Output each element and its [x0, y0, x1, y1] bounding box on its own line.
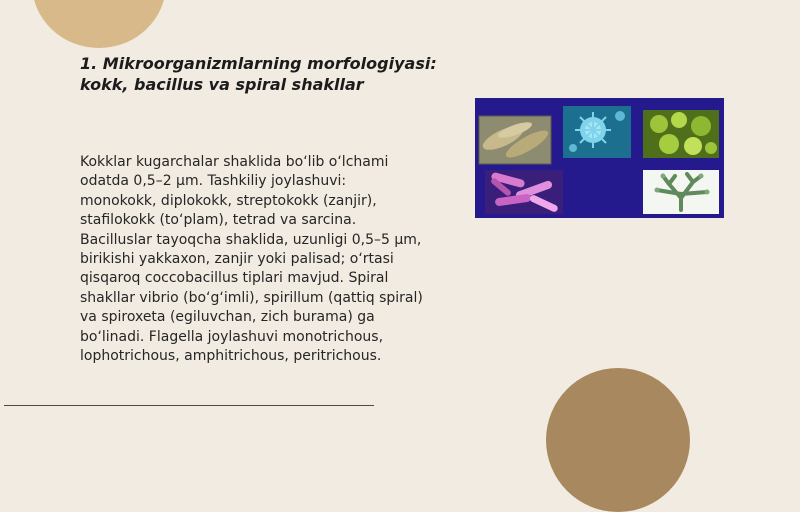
microorganism-collage-image [475, 98, 724, 218]
rods-purple-icon [485, 170, 563, 214]
coral-green-icon [643, 170, 719, 214]
virus-blue-icon [563, 106, 631, 158]
cocci-green-icon [643, 110, 719, 158]
decorative-circle-top [32, 0, 166, 48]
slide-body-text: Kokklar kugarchalar shaklida bo‘lib o‘lchami odatda 0,5–2 µm. Tashkiliy joylashuvi: monokokk, diplokokk, streptokokk (zanjir), stafilokokk (to‘plam), tetrad va sarcina. Bacilluslar tayoqcha shaklida, uzunligi 0,5–5 µm, birikishi yakkaxon, zanjir yoki palisad; o‘rtasi qisqaroq coccobacillus tiplari mavjud. Spiral shakllar vibrio (bo‘g‘imli), spirillum (qattiq spiral) va spiroxeta (egiluvchan, zich burama) ga bo‘linadi. Flagella joylashuvi monotrichous, lophotrichous, amphitrichous, peritrichous. [80, 154, 423, 365]
bacilli-tan-icon [479, 116, 551, 164]
decorative-circle-bottom [546, 368, 690, 512]
slide-title: 1. Mikroorganizmlarning morfologiyasi: kokk, bacillus va spiral shakllar [80, 54, 437, 94]
divider-line [4, 405, 374, 406]
